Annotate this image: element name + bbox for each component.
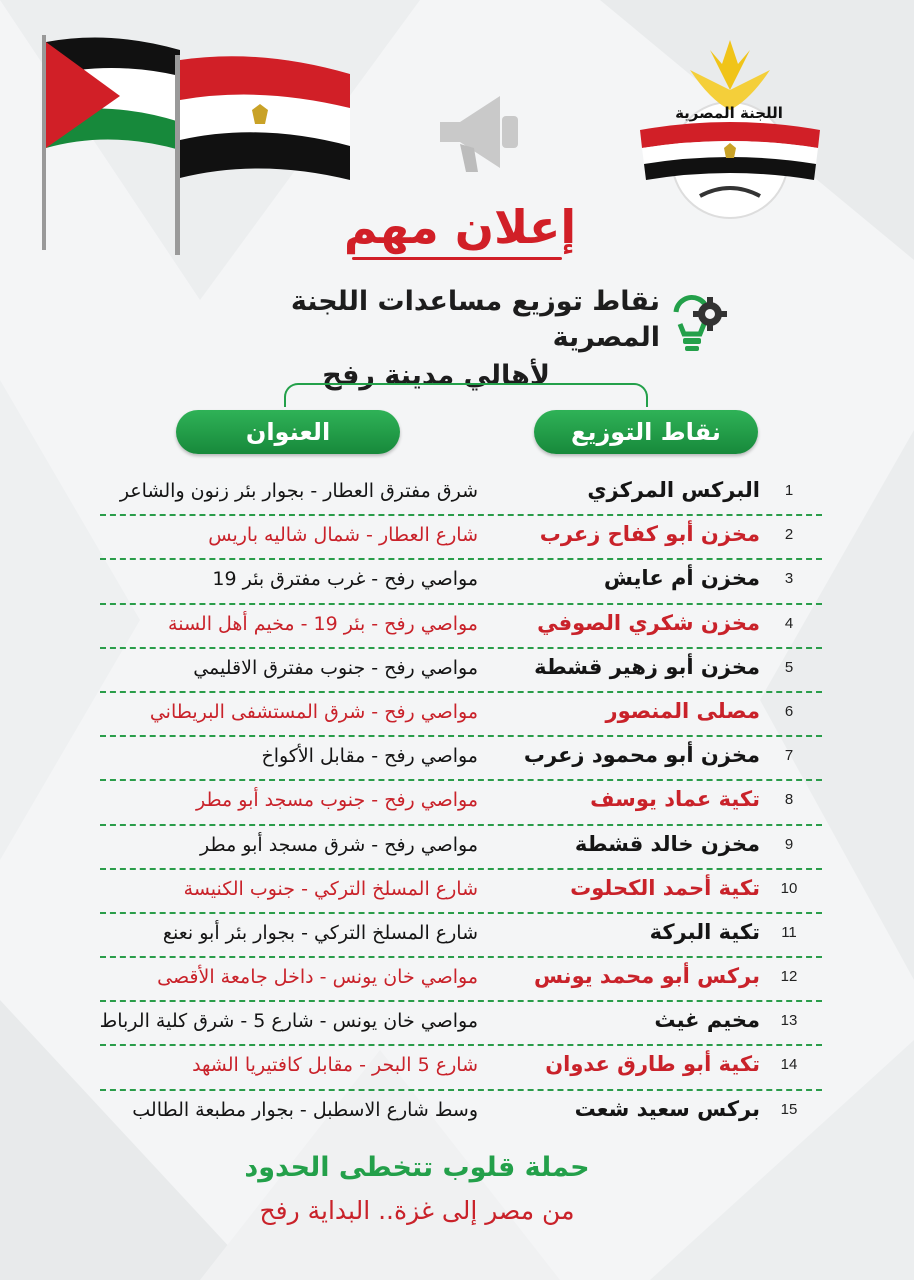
distribution-point-name: مخزن شكري الصوفي [537,610,760,635]
distribution-point-address: مواصي خان يونس - داخل جامعة الأقصى [157,966,478,989]
distribution-point-name: تكية البركة [649,919,760,944]
distribution-point-name: مخزن أبو كفاح زعرب [539,522,760,547]
row-number: 12 [780,968,798,986]
table-row [100,605,822,649]
row-number: 13 [780,1012,798,1030]
row-number: 2 [784,526,794,544]
row-number: 15 [780,1100,798,1118]
distribution-point-name: بركس سعيد شعت [574,1096,760,1121]
lightbulb-gear-icon [664,288,734,358]
campaign-title: حملة قلوب تتخطى الحدود [244,1152,590,1183]
distribution-point-name: مخيم غيث [654,1008,760,1033]
distribution-point-name: مخزن أبو زهير قشطة [534,654,760,679]
column-header-address: العنوان [176,410,400,454]
subheading-line2: لأهالي مدينة رفح [322,360,550,391]
table-row [100,914,822,958]
distribution-point-name: تكية أبو طارق عدوان [545,1052,760,1077]
distribution-point-address: مواصي رفح - مقابل الأكواخ [261,745,478,768]
committee-logo [630,30,830,220]
table-row [100,1046,822,1090]
row-number: 9 [784,835,794,853]
table-row [100,649,822,693]
flags-illustration [30,30,360,260]
row-number: 7 [784,747,794,765]
distribution-point-name: مخزن خالد قشطة [574,831,760,856]
distribution-point-name: مصلى المنصور [605,698,760,723]
table-row [100,870,822,914]
column-header-points: نقاط التوزيع [534,410,758,454]
distribution-point-name: مخزن أبو محمود زعرب [523,743,760,768]
table-row [100,826,822,870]
row-number: 6 [784,702,794,720]
distribution-point-address: وسط شارع الاسطبل - بجوار مطبعة الطالب [132,1098,478,1121]
table-row [100,516,822,560]
row-number: 14 [780,1056,798,1074]
headline-underline [352,257,562,260]
distribution-point-name: بركس أبو محمد يونس [534,964,760,989]
row-number: 1 [784,482,794,499]
distribution-point-name: مخزن أم عايش [603,566,760,591]
campaign-slogan: من مصر إلى غزة.. البداية رفح [259,1196,575,1225]
table-row [100,560,822,604]
distribution-point-address: مواصي رفح - شرق مسجد أبو مطر [200,833,478,856]
distribution-point-address: مواصي رفح - غرب مفترق بئر 19 [212,568,478,591]
distribution-point-address: شرق مفترق العطار - بجوار بئر زنون والشاعر [119,480,478,502]
headline: إعلان مهم [343,200,577,254]
distribution-point-address: مواصي رفح - جنوب مسجد أبو مطر [195,789,478,812]
table-row [100,1002,822,1046]
row-number: 4 [784,614,794,632]
row-number: 10 [780,879,798,897]
distribution-point-address: مواصي رفح - شرق المستشفى البريطاني [149,700,478,723]
distribution-point-address: مواصي خان يونس - شارع 5 - شرق كلية الرباط [99,1010,478,1033]
egypt-flag [175,55,350,255]
distribution-point-address: شارع العطار - شمال شاليه باريس [208,524,478,547]
table-row [100,781,822,825]
distribution-point-address: شارع المسلخ التركي - بجوار بئر أبو نعنع [162,921,478,944]
row-number: 11 [781,923,797,941]
distribution-table [100,472,822,1133]
subheading-line1: نقاط توزيع مساعدات اللجنة المصرية [290,286,660,353]
palestine-flag [42,35,180,250]
table-row [100,1091,822,1133]
distribution-point-name: البركس المركزي [587,478,760,502]
distribution-point-address: شارع المسلخ التركي - جنوب الكنيسة [183,877,478,900]
distribution-point-address: مواصي رفح - بئر 19 - مخيم أهل السنة [168,612,478,635]
megaphone-icon [430,82,530,182]
table-row [100,737,822,781]
distribution-point-address: شارع 5 البحر - مقابل كافتيريا الشهد [192,1054,478,1077]
table-row [100,472,822,516]
subheading [250,284,660,396]
distribution-point-name: تكية عماد يوسف [590,787,760,812]
row-number: 3 [784,570,794,588]
table-row [100,958,822,1002]
columns-bracket [284,383,648,407]
table-row [100,693,822,737]
row-number: 5 [784,658,794,676]
distribution-point-address: مواصي رفح - جنوب مفترق الاقليمي [193,656,478,679]
row-number: 8 [784,791,794,809]
logo-text: اللجنة المصرية [675,104,783,122]
distribution-point-name: تكية أحمد الكحلوت [570,875,760,900]
